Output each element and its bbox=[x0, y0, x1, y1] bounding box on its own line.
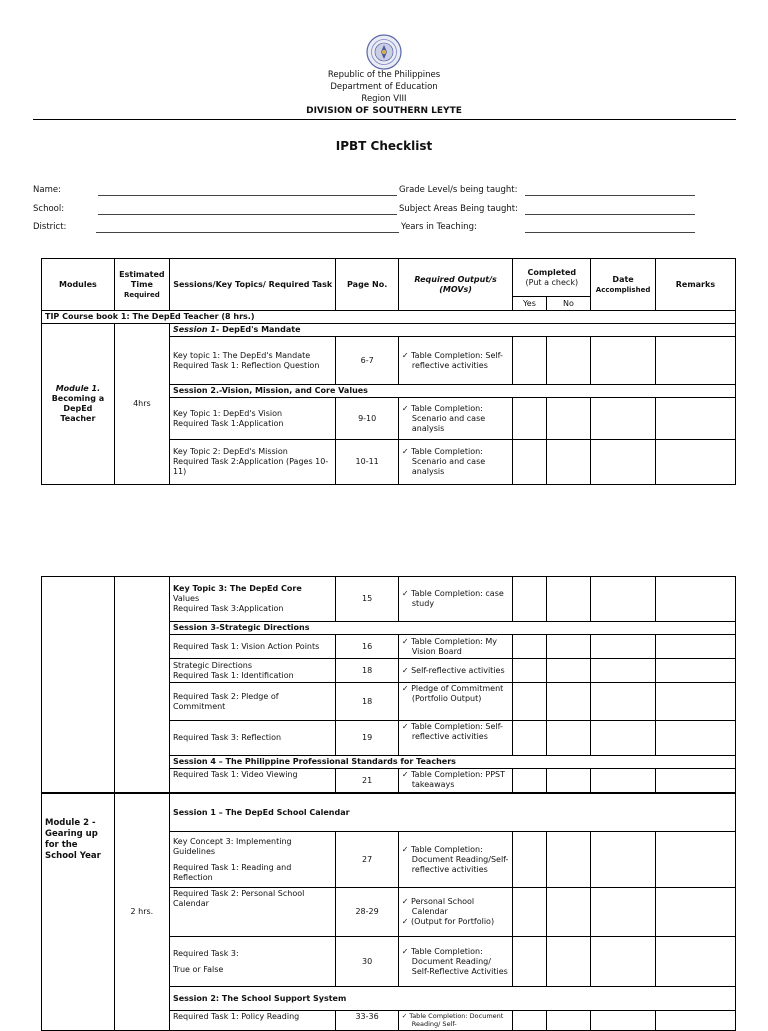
task-text: Required Task 2:Application (Pages 10-11) bbox=[172, 457, 329, 476]
remarks-cell[interactable] bbox=[655, 337, 735, 385]
topic-text: Key Topic 3: The DepEd Core bbox=[172, 584, 302, 593]
col-check-note: (Put a check) bbox=[525, 277, 579, 287]
task-cell bbox=[169, 440, 335, 485]
module-1-cont-time bbox=[114, 577, 169, 793]
yes-cell[interactable] bbox=[513, 769, 546, 793]
yes-cell[interactable] bbox=[513, 832, 546, 888]
col-completed bbox=[513, 259, 591, 297]
output-text: ✓ Table Completion: Document Reading/Self-reflective activities bbox=[401, 844, 509, 874]
header-divider bbox=[33, 119, 736, 120]
header-division: DIVISION OF SOUTHERN LEYTE bbox=[306, 106, 462, 116]
page-cell: 19 bbox=[336, 721, 398, 756]
module-1-cell bbox=[42, 324, 115, 485]
remarks-cell[interactable] bbox=[655, 832, 735, 888]
years-label: Years in Teaching: bbox=[401, 222, 477, 232]
page-cell: 28-29 bbox=[336, 888, 398, 937]
session-4-row: Session 4 – The Philippine Professional Standards for Teachers bbox=[169, 756, 735, 769]
output-text: ✓ Table Completion: Scenario and case analysis bbox=[401, 447, 486, 476]
grade-line[interactable] bbox=[525, 195, 695, 196]
module-2-time: 2 hrs. bbox=[114, 794, 169, 1031]
task-cell bbox=[169, 398, 335, 440]
task-cell bbox=[169, 337, 335, 385]
task-cell bbox=[169, 832, 335, 888]
task-text-2: True or False bbox=[172, 964, 224, 974]
date-cell[interactable] bbox=[591, 659, 656, 683]
no-cell[interactable] bbox=[546, 398, 591, 440]
page-cell: 18 bbox=[336, 659, 398, 683]
output-text: ✓ Table Completion: Document Reading/ Self- bbox=[401, 1012, 504, 1028]
output-text: ✓ Table Completion: case study bbox=[401, 589, 504, 608]
m2-session-1-row: Session 1 – The DepEd School Calendar bbox=[169, 794, 735, 832]
page-cell: 16 bbox=[336, 635, 398, 659]
page-cell: 27 bbox=[336, 832, 398, 888]
remarks-cell[interactable] bbox=[655, 769, 735, 793]
output-cell bbox=[398, 832, 512, 888]
no-cell[interactable] bbox=[546, 337, 591, 385]
task-cell bbox=[169, 659, 335, 683]
col-modules: Modules bbox=[42, 259, 115, 311]
course-row: TIP Course book 1: The DepEd Teacher (8 hrs.) bbox=[42, 311, 736, 324]
yes-cell[interactable] bbox=[513, 683, 546, 721]
checklist-table-1 bbox=[41, 258, 736, 485]
yes-cell[interactable] bbox=[513, 721, 546, 756]
yes-cell[interactable] bbox=[513, 888, 546, 937]
date-cell[interactable] bbox=[591, 398, 656, 440]
remarks-cell[interactable] bbox=[655, 398, 735, 440]
session-1-row bbox=[169, 324, 735, 337]
col-remarks: Remarks bbox=[655, 259, 735, 311]
output-cell bbox=[398, 440, 512, 485]
col-date bbox=[591, 259, 656, 311]
header-department: Department of Education bbox=[330, 82, 438, 92]
no-cell[interactable] bbox=[546, 683, 591, 721]
no-cell[interactable] bbox=[546, 832, 591, 888]
output-cell bbox=[398, 937, 512, 987]
header-republic: Republic of the Philippines bbox=[327, 70, 441, 80]
topic-text: Key Topic 1: DepEd's Vision bbox=[172, 408, 283, 418]
task-cell: Required Task 1: Policy Reading bbox=[169, 1011, 335, 1031]
no-cell[interactable] bbox=[546, 888, 591, 937]
deped-seal-logo bbox=[366, 34, 402, 70]
output-text: ✓ Table Completion: PPST takeaways bbox=[401, 770, 506, 789]
session-1-label: Session 1- bbox=[172, 325, 220, 334]
district-label: District: bbox=[33, 222, 67, 232]
remarks-cell[interactable] bbox=[655, 721, 735, 756]
school-label: School: bbox=[33, 204, 65, 214]
remarks-cell[interactable] bbox=[655, 683, 735, 721]
output-cell bbox=[398, 659, 512, 683]
grade-label: Grade Level/s being taught: bbox=[399, 185, 518, 195]
remarks-cell[interactable] bbox=[655, 888, 735, 937]
session-3-row: Session 3-Strategic Directions bbox=[169, 622, 735, 635]
output-text: ✓ Table Completion: Self-reflective activities bbox=[401, 722, 503, 741]
output-text-2: ✓ (Output for Portfolio) bbox=[401, 917, 495, 926]
header-region: Region VIII bbox=[361, 94, 407, 104]
yes-cell[interactable] bbox=[513, 337, 546, 385]
output-cell bbox=[398, 769, 512, 793]
output-cell bbox=[398, 1011, 512, 1031]
col-time-label: Estimated Time bbox=[119, 269, 165, 289]
output-text: ✓ Table Completion: My Vision Board bbox=[401, 636, 498, 656]
col-completed-label: Completed bbox=[527, 267, 577, 277]
date-cell[interactable] bbox=[591, 577, 656, 622]
module-1-label: Module 1. bbox=[55, 384, 101, 393]
no-cell[interactable] bbox=[546, 577, 591, 622]
col-accomplished: Accomplished bbox=[595, 285, 651, 294]
concept-text: Key Concept 3: Implementing Guidelines bbox=[172, 836, 292, 856]
page-cell: 10-11 bbox=[336, 440, 398, 485]
output-text: ✓ Self-reflective activities bbox=[401, 665, 505, 675]
page-cell: 9-10 bbox=[336, 398, 398, 440]
no-cell[interactable] bbox=[546, 635, 591, 659]
col-time-required: Required bbox=[124, 290, 160, 299]
remarks-cell[interactable] bbox=[655, 635, 735, 659]
output-cell bbox=[398, 577, 512, 622]
yes-cell[interactable] bbox=[513, 635, 546, 659]
district-line[interactable] bbox=[96, 232, 399, 233]
task-cell: Required Task 1: Video Viewing bbox=[169, 769, 335, 793]
output-cell bbox=[398, 398, 512, 440]
col-output: Required Output/s (MOVs) bbox=[398, 259, 512, 311]
no-cell[interactable] bbox=[546, 937, 591, 987]
yes-cell[interactable] bbox=[513, 1011, 546, 1031]
module-1-cont-cell bbox=[42, 577, 115, 793]
date-cell[interactable] bbox=[591, 440, 656, 485]
output-text: ✓ Table Completion: Self-reflective activities bbox=[401, 350, 503, 370]
yes-cell[interactable] bbox=[513, 937, 546, 987]
output-text: ✓ Personal School Calendar bbox=[401, 897, 475, 916]
task-text: Required Task 3: bbox=[172, 948, 239, 958]
output-cell bbox=[398, 337, 512, 385]
years-line[interactable] bbox=[525, 232, 695, 233]
date-cell[interactable] bbox=[591, 721, 656, 756]
yes-cell[interactable] bbox=[513, 659, 546, 683]
remarks-cell[interactable] bbox=[655, 577, 735, 622]
page-cell: 33-36 bbox=[336, 1011, 398, 1031]
checklist-table-2 bbox=[41, 576, 736, 793]
session-2-row: Session 2.-Vision, Mission, and Core Values bbox=[169, 385, 735, 398]
date-cell[interactable] bbox=[591, 1011, 656, 1031]
page-cell: 30 bbox=[336, 937, 398, 987]
date-cell[interactable] bbox=[591, 769, 656, 793]
output-cell bbox=[398, 683, 512, 721]
task-text: Required Task 3:Application bbox=[172, 604, 284, 613]
task-text: Required Task 1: Identification bbox=[172, 670, 294, 680]
yes-cell[interactable] bbox=[513, 440, 546, 485]
module-1-name: Becoming a DepEd Teacher bbox=[51, 394, 105, 423]
task-text: Required Task 1: Reading and Reflection bbox=[172, 862, 292, 882]
subject-label: Subject Areas Being taught: bbox=[399, 204, 518, 214]
page-cell: 15 bbox=[336, 577, 398, 622]
task-cell: Required Task 2: Pledge of Commitment bbox=[169, 683, 335, 721]
remarks-cell[interactable] bbox=[655, 659, 735, 683]
output-text: ✓ Table Completion: Scenario and case analysis bbox=[401, 403, 486, 433]
task-cell bbox=[169, 577, 335, 622]
subject-line[interactable] bbox=[525, 214, 695, 215]
no-cell[interactable] bbox=[546, 440, 591, 485]
date-cell[interactable] bbox=[591, 635, 656, 659]
task-text: Required Task 1:Application bbox=[172, 418, 284, 428]
output-cell bbox=[398, 635, 512, 659]
date-cell[interactable] bbox=[591, 337, 656, 385]
module-2-cell: Module 2 - Gearing up for the School Year bbox=[42, 794, 115, 1031]
date-cell[interactable] bbox=[591, 937, 656, 987]
col-time bbox=[114, 259, 169, 311]
no-cell[interactable] bbox=[546, 721, 591, 756]
page-cell: 18 bbox=[336, 683, 398, 721]
output-text: ✓ Pledge of Commitment (Portfolio Output) bbox=[401, 684, 504, 703]
col-yes: Yes bbox=[513, 297, 546, 311]
no-cell[interactable] bbox=[546, 1011, 591, 1031]
page-cell: 6-7 bbox=[336, 337, 398, 385]
col-date-label: Date bbox=[612, 274, 634, 284]
checklist-table-module-2 bbox=[41, 793, 736, 1031]
remarks-cell[interactable] bbox=[655, 937, 735, 987]
date-cell[interactable] bbox=[591, 832, 656, 888]
output-cell bbox=[398, 888, 512, 937]
m2-session-2-row: Session 2: The School Support System bbox=[169, 987, 735, 1011]
task-cell: Required Task 2: Personal School Calendar bbox=[169, 888, 335, 937]
yes-cell[interactable] bbox=[513, 577, 546, 622]
task-cell: Required Task 1: Vision Action Points bbox=[169, 635, 335, 659]
task-text: Required Task 1: Reflection Question bbox=[172, 360, 320, 370]
document-title: IPBT Checklist bbox=[335, 139, 433, 153]
no-cell[interactable] bbox=[546, 769, 591, 793]
date-cell[interactable] bbox=[591, 683, 656, 721]
module-1-time: 4hrs bbox=[114, 324, 169, 485]
page-cell: 21 bbox=[336, 769, 398, 793]
output-text: ✓ Table Completion: Document Reading/ Self-Reflective Activities bbox=[401, 946, 508, 976]
output-cell bbox=[398, 721, 512, 756]
no-cell[interactable] bbox=[546, 659, 591, 683]
remarks-cell[interactable] bbox=[655, 440, 735, 485]
topic-text: Key topic 1: The DepEd's Mandate bbox=[172, 350, 311, 360]
topic-text: Strategic Directions bbox=[172, 660, 252, 670]
school-line[interactable] bbox=[98, 214, 397, 215]
name-line[interactable] bbox=[98, 195, 397, 196]
name-label: Name: bbox=[33, 185, 61, 195]
topic-text-cont: Values bbox=[172, 594, 200, 603]
col-no: No bbox=[546, 297, 591, 311]
col-sessions: Sessions/Key Topics/ Required Task bbox=[169, 259, 335, 311]
task-cell bbox=[169, 937, 335, 987]
yes-cell[interactable] bbox=[513, 398, 546, 440]
topic-text: Key Topic 2: DepEd's Mission bbox=[172, 447, 288, 456]
remarks-cell[interactable] bbox=[655, 1011, 735, 1031]
col-page: Page No. bbox=[336, 259, 398, 311]
task-cell: Required Task 3: Reflection bbox=[169, 721, 335, 756]
session-1-name: DepEd's Mandate bbox=[222, 325, 301, 334]
date-cell[interactable] bbox=[591, 888, 656, 937]
